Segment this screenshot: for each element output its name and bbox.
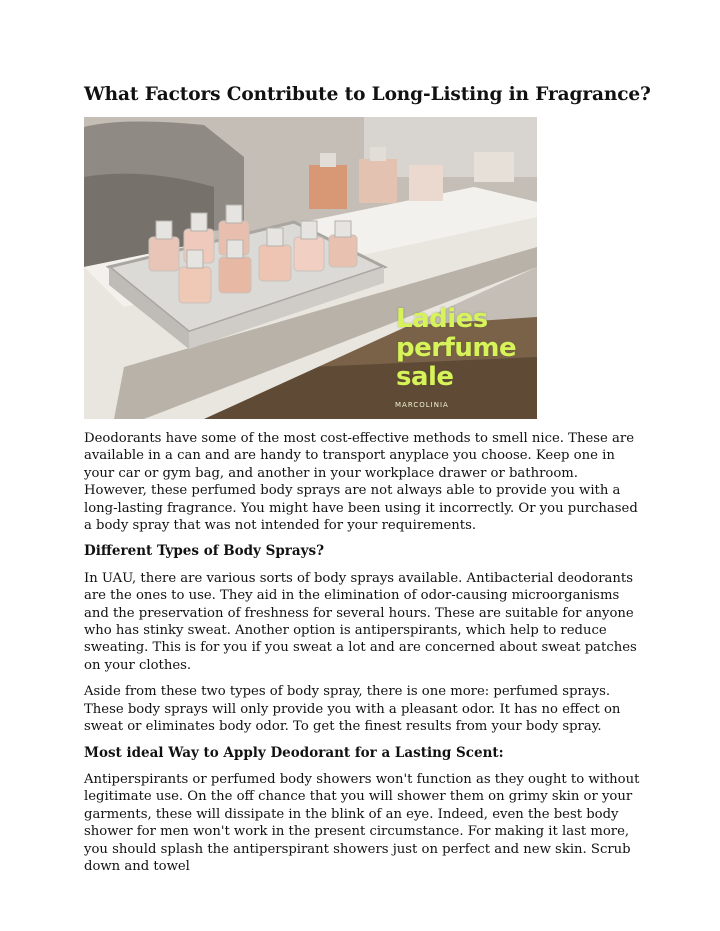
promo-line-1: Ladies: [396, 304, 488, 334]
section-heading-body-spray-types: Different Types of Body Sprays?: [84, 543, 325, 560]
perfume-photo: [84, 117, 537, 419]
promo-text: [396, 305, 536, 392]
paragraph-3: Aside from these two types of body spray, there is one more: perfumed sprays. These body sprays will only provide you with a pleasant odor. It has no effect on sweat or eliminates body odor. To get the finest results from your body spray.: [84, 684, 621, 735]
paragraph-1: Deodorants have some of the most cost-effective methods to smell nice. These are available in a can and are handy to transport anyplace you choose. Keep one in your car or gym bag, and another in your workplace drawer or bathroom. However, these perfumed body sprays are not always able to provide you with a long-lasting fragrance. You might have been using it incorrectly. Or you purchased a body spray that was not intended for your requirements.: [84, 431, 638, 534]
page-title: What Factors Contribute to Long-Listing in Fragrance?: [84, 84, 651, 105]
promo-line-2: perfume: [396, 333, 517, 363]
paragraph-4: Antiperspirants or perfumed body showers won't function as they ought to without legitimate use. On the off chance that you will shower them on grimy skin or your garments, these will dissipate in the blink of an eye. Indeed, even the best body shower for men won't work in the present circumstance. For making it last more, you should splash the antiperspirant showers just on perfect and new skin. Scrub down and towel: [84, 771, 640, 874]
promo-line-3: sale: [396, 362, 454, 392]
section-heading-apply-deodorant: Most ideal Way to Apply Deodorant for a Lasting Scent:: [84, 744, 504, 761]
paragraph-2: In UAU, there are various sorts of body sprays available. Antibacterial deodorants are the ones to use. They aid in the elimination of odor-causing microorganisms and the preservation of freshness for several hours. These are suitable for anyone who has stinky sweat. Another option is antiperspirants, which help to reduce sweating. This is for you if you sweat a lot and are concerned about sweat patches on your clothes.: [84, 570, 637, 673]
article-body: [84, 430, 640, 884]
promo-brand: MARCOLINIA: [395, 401, 449, 409]
